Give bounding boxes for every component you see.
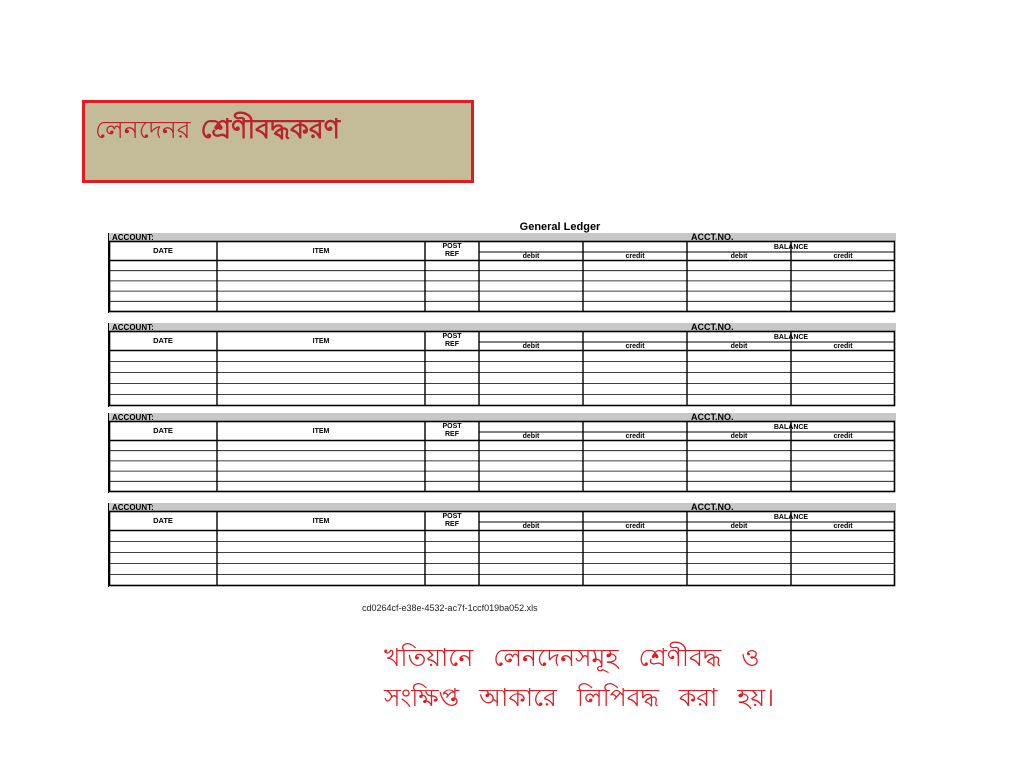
account-bar — [108, 323, 896, 331]
col-post-label: POST — [442, 243, 462, 250]
col-item-label: ITEM — [312, 248, 330, 255]
col-credit-label: credit — [625, 343, 645, 350]
acct-no-label: ACCT.NO. — [691, 323, 734, 332]
col-post-label: POST — [442, 513, 462, 520]
col-ref-label: REF — [445, 521, 459, 528]
slide-title-part1: লেনদেনর — [95, 115, 191, 144]
col-balance-credit-label: credit — [833, 253, 853, 260]
col-ref-label: REF — [445, 251, 459, 258]
col-balance-label: BALANCE — [773, 334, 809, 341]
slide-caption — [384, 638, 904, 718]
col-debit-label: debit — [522, 433, 540, 440]
account-label: ACCOUNT: — [112, 503, 154, 512]
account-label: ACCOUNT: — [112, 413, 154, 422]
col-balance-label: BALANCE — [773, 244, 809, 251]
ledger-block — [108, 413, 896, 493]
col-item-label: ITEM — [312, 338, 330, 345]
ledger-title: General Ledger — [519, 221, 601, 233]
acct-no-label: ACCT.NO. — [691, 233, 734, 242]
col-date-label: DATE — [153, 426, 173, 435]
col-credit-label: credit — [625, 253, 645, 260]
col-balance-label: BALANCE — [773, 424, 809, 431]
col-date-label: DATE — [153, 336, 173, 345]
account-bar — [108, 233, 896, 241]
col-ref-label: REF — [445, 341, 459, 348]
col-item-label: ITEM — [312, 518, 330, 525]
col-balance-credit-label: credit — [833, 433, 853, 440]
file-caption: cd0264cf-e38e-4532-ac7f-1ccf019ba052.xls — [362, 603, 538, 613]
ledger-block — [108, 233, 896, 313]
slide-caption-line1: খতিয়ানে লেনদেনসমূহ শ্রেণীবদ্ধ ও — [384, 643, 760, 672]
account-bar — [108, 503, 896, 511]
col-balance-debit-label: debit — [730, 343, 748, 350]
col-item-label: ITEM — [312, 428, 330, 435]
col-balance-credit-label: credit — [833, 523, 853, 530]
col-post-label: POST — [442, 333, 462, 340]
ledger-table — [108, 233, 896, 313]
slide-title-box — [82, 100, 474, 183]
col-debit-label: debit — [522, 523, 540, 530]
col-credit-label: credit — [625, 523, 645, 530]
col-debit-label: debit — [522, 253, 540, 260]
ledger-table — [108, 323, 896, 407]
ledger-table — [108, 503, 896, 587]
slide-title — [95, 109, 340, 154]
col-balance-debit-label: debit — [730, 253, 748, 260]
col-debit-label: debit — [522, 343, 540, 350]
col-balance-credit-label: credit — [833, 343, 853, 350]
col-date-label: DATE — [153, 246, 173, 255]
ledger-table — [108, 413, 896, 493]
ledger-block — [108, 503, 896, 587]
col-balance-debit-label: debit — [730, 433, 748, 440]
ledger-block — [108, 323, 896, 407]
col-post-label: POST — [442, 423, 462, 430]
acct-no-label: ACCT.NO. — [691, 413, 734, 422]
account-bar — [108, 413, 896, 421]
col-credit-label: credit — [625, 433, 645, 440]
col-date-label: DATE — [153, 516, 173, 525]
col-balance-label: BALANCE — [773, 514, 809, 521]
account-label: ACCOUNT: — [112, 323, 154, 332]
slide-title-part2: শ্রেণীবদ্ধকরণ — [200, 114, 341, 145]
slide-caption-line2: সংক্ষিপ্ত আকারে লিপিবদ্ধ করা হয়। — [384, 683, 775, 712]
col-balance-debit-label: debit — [730, 523, 748, 530]
acct-no-label: ACCT.NO. — [691, 503, 734, 512]
account-label: ACCOUNT: — [112, 233, 154, 242]
col-ref-label: REF — [445, 431, 459, 438]
